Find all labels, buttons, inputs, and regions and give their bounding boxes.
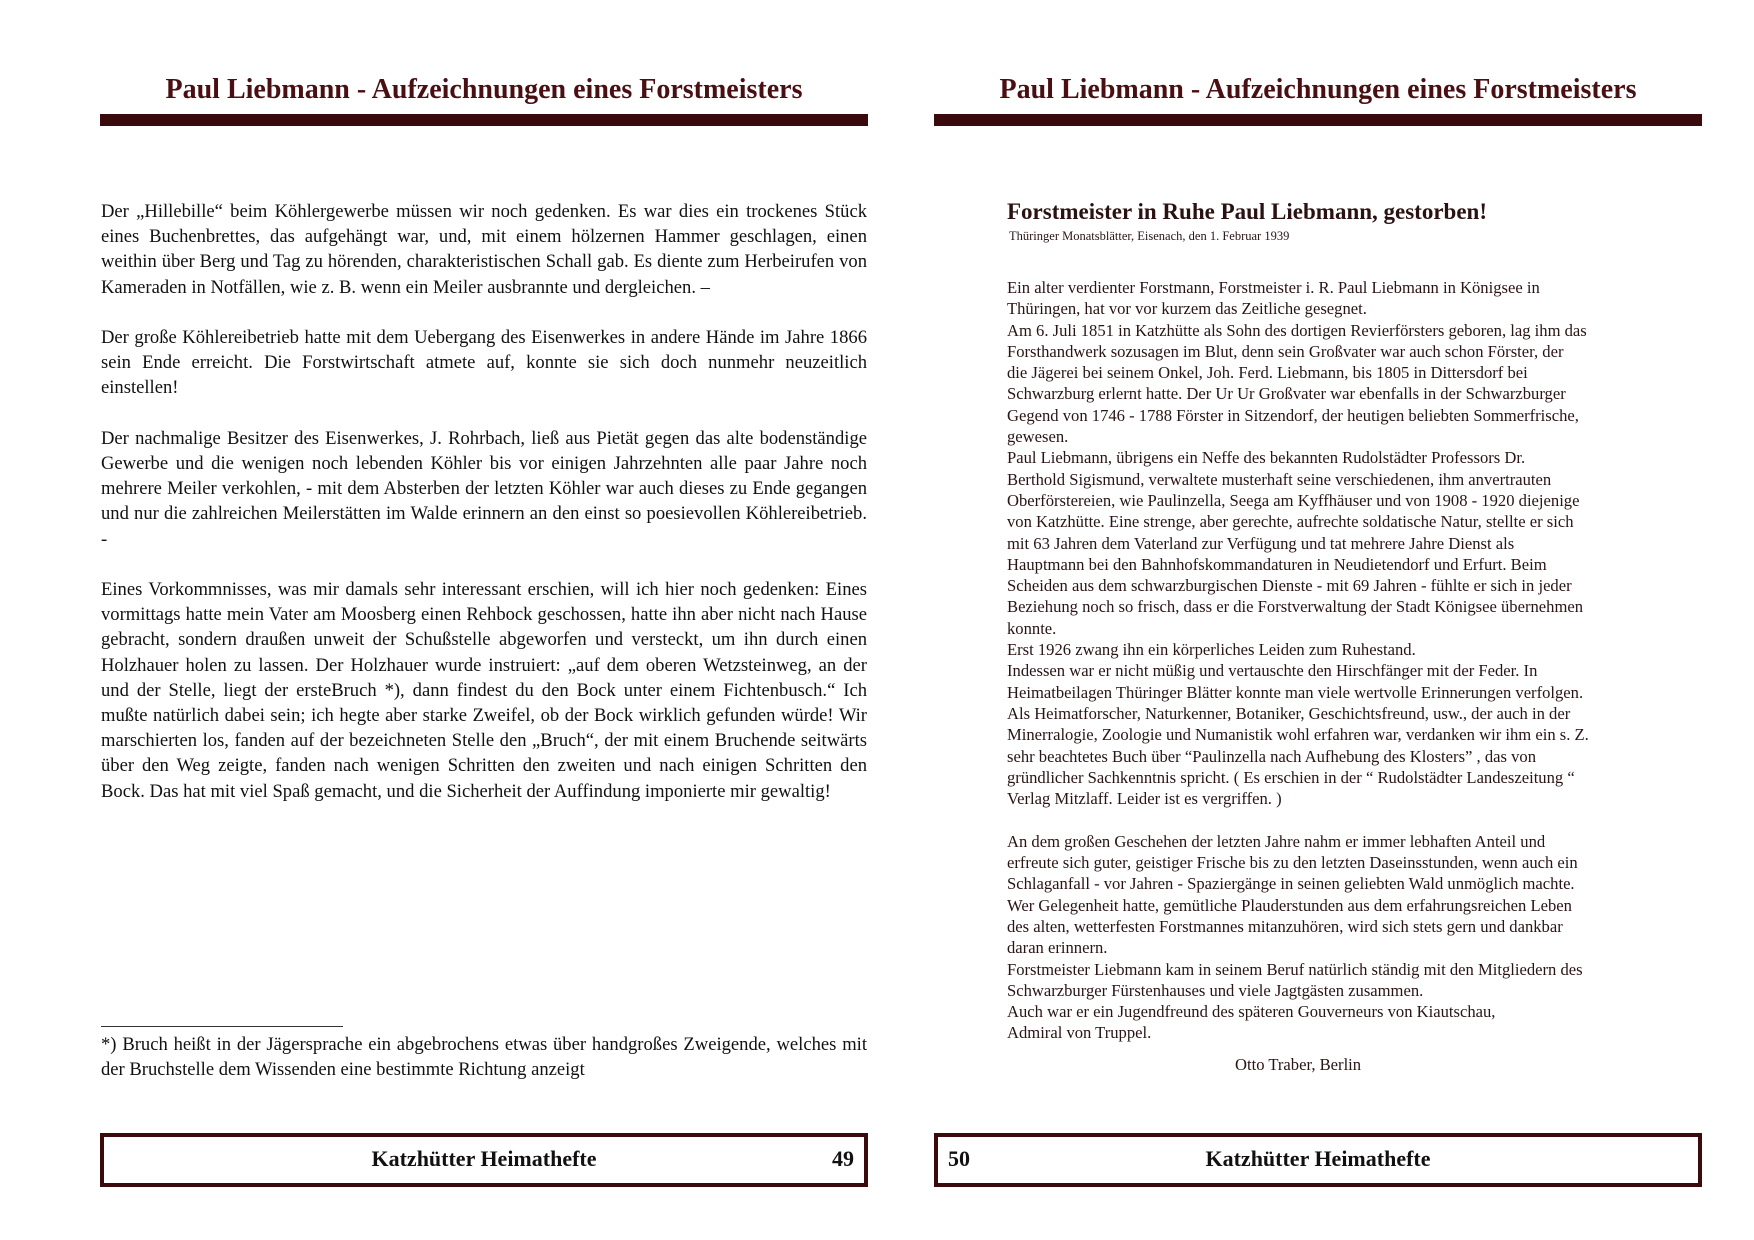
page-header-title: Paul Liebmann - Aufzeichnungen eines Forstmeisters	[999, 74, 1637, 105]
clipping-line: Schlaganfall - vor Jahren - Spaziergänge in seinen geliebten Wald unmöglich machte.	[1007, 874, 1575, 894]
body-text	[101, 199, 867, 829]
clipping-line: Verlag Mitzlaff. Leider ist es vergriffen. )	[1007, 789, 1282, 809]
clipping-line: Paul Liebmann, übrigens ein Neffe des bekannten Rudolstädter Professors Dr.	[1007, 448, 1526, 468]
clipping-line: Hauptmann bei den Bahnhofskommandaturen in Neudietendorf und Erfurt. Beim	[1007, 554, 1547, 574]
clipping-line: Als Heimatforscher, Naturkenner, Botaniker, Geschichtsfreund, usw., der auch in der	[1007, 703, 1571, 723]
page-number: 49	[832, 1146, 854, 1171]
header-rule	[100, 114, 868, 126]
clipping-line: Minerralogie, Zoologie und Numanistik wohl erfahren war, verdanken wir ihm ein s. Z.	[1007, 725, 1589, 745]
footer-title: Katzhütter Heimathefte	[1205, 1146, 1431, 1171]
clipping-line: Schwarzburg erlernt hatte. Der Ur Ur Großvater war ebenfalls in der Schwarzburger	[1007, 384, 1566, 404]
paragraph: Der große Köhlereibetrieb hatte mit dem Uebergang des Eisenwerkes in andere Hände im Jahre 1866 sein Ende erreicht. Die Forstwirtschaft atmete auf, konnte sie sich doch nunmehr neuzeitlich einstellen!	[101, 327, 867, 399]
clipping-line: daran erinnern.	[1007, 938, 1108, 958]
clipping-line: von Katzhütte. Eine strenge, aber gerechte, aufrechte soldatische Natur, stellte er sich	[1007, 512, 1574, 532]
clipping-line: An dem großen Geschehen der letzten Jahre nahm er immer lebhaften Anteil und	[1007, 831, 1546, 851]
clipping-line: des alten, wetterfesten Forstmannes mitanzuhören, wird sich stets gern und dankbar	[1007, 916, 1563, 936]
clipping-line: Thüringen, hat vor vor kurzem das Zeitliche gesegnet.	[1007, 299, 1367, 319]
paragraph: Der „Hillebille“ beim Köhlergewerbe müssen wir noch gedenken. Es war dies ein trockenes Stück eines Buchenbrettes, das aufgehängt war, und, mit einem hölzernen Hammer geschlagen, einen weithin über Berg und Tag zu hörenden, charakteristischen Schall gab. Es diente zum Herbeirufen von Kameraden in Notfällen, wie z. B. wenn ein Meiler ausbrannte und dergleichen. –	[101, 201, 867, 298]
clipping-signature: Otto Traber, Berlin	[1235, 1054, 1362, 1074]
clipping-line: Indessen war er nicht müßig und vertauschte den Hirschfänger mit der Feder. In	[1007, 661, 1538, 681]
paragraph-gap	[1007, 809, 1727, 830]
clipping-line: Forstmeister Liebmann kam in seinem Beruf natürlich ständig mit den Mitgliedern des	[1007, 959, 1583, 979]
clipping-line: die Jägerei bei seinem Onkel, Joh. Ferd. Liebmann, bis 1805 in Dittersdorf bei	[1007, 363, 1528, 383]
clipping-line: Gegend von 1746 - 1788 Förster in Sitzendorf, der heutigen beliebten Sommerfrische,	[1007, 405, 1579, 425]
clipping-headline: Forstmeister in Ruhe Paul Liebmann, gestorben!	[1007, 199, 1488, 224]
page-footer	[934, 1133, 1702, 1187]
clipping-line: gewesen.	[1007, 427, 1069, 447]
clipping-line: mit 63 Jahren dem Vaterland zur Verfügung und tat mehrere Jahre Dienst als	[1007, 533, 1515, 553]
clipping-line: Ein alter verdienter Forstmann, Forstmeister i. R. Paul Liebmann in Königsee in	[1007, 278, 1540, 297]
clipping-line: konnte.	[1007, 618, 1057, 638]
clipping-line: erfreute sich guter, geistiger Frische bis zu den letzten Daseinsstunden, wenn auch ein	[1007, 853, 1578, 873]
footnote-divider	[101, 1026, 343, 1027]
page-number: 50	[948, 1146, 970, 1171]
right-page	[877, 0, 1754, 1240]
clipping-body	[1007, 277, 1727, 1044]
clipping-line: sehr beachtetes Buch über “Paulinzella nach Aufhebung des Klosters” , das von	[1007, 746, 1536, 766]
clipping-line: Oberförstereien, wie Paulinzella, Seega am Kyffhäuser und von 1908 - 1920 diejenige	[1007, 490, 1580, 510]
clipping-line: Heimatbeilagen Thüringer Blätter konnte man viele wertvolle Erinnerungen verfolgen.	[1007, 682, 1584, 702]
clipping-line: Wer Gelegenheit hatte, gemütliche Plauderstunden aus dem erfahrungsreichen Leben	[1007, 895, 1572, 915]
clipping-line: Berthold Sigismund, verwaltete musterhaft seine verschiedenen, ihm anvertrauten	[1007, 469, 1552, 489]
clipping-line: Forsthandwerk sozusagen im Blut, denn sein Großvater war auch schon Förster, der	[1007, 341, 1564, 361]
page-header-title: Paul Liebmann - Aufzeichnungen eines Forstmeisters	[165, 74, 803, 105]
clipping-line: Admiral von Truppel.	[1007, 1023, 1152, 1043]
clipping-line: Auch war er ein Jugendfreund des späteren Gouverneurs von Kiautschau,	[1007, 1002, 1496, 1022]
clipping-line: gründlicher Sachkenntnis spricht. ( Es erschien in der “ Rudolstädter Landeszeitung “	[1007, 767, 1575, 787]
clipping-line: Scheiden aus dem schwarzburgischen Dienste - mit 69 Jahren - fühlte er sich in jeder	[1007, 576, 1572, 596]
newspaper-clipping	[1007, 198, 1727, 1075]
header-rule	[934, 114, 1702, 126]
clipping-line: Am 6. Juli 1851 in Katzhütte als Sohn des dortigen Revierförsters geboren, lag ihm das	[1007, 320, 1587, 340]
paragraph: Eines Vorkommnisses, was mir damals sehr interessant erschien, will ich hier noch gedenken: Eines vormittags hatte mein Vater am Moosberg einen Rehbock geschossen, hatte ihn aber nicht nach Hause gebracht, sondern draußen unweit der Schußstelle abgeworfen und versteckt, um ihn durch einen Holzhauer holen zu lassen. Der Holzhauer wurde instruiert: „auf dem oberen Wetzsteinweg, an der und der Stelle, liegt der ersteBruch *), dann findest du den Bock unter einem Fichtenbusch.“ Ich mußte natürlich dabei sein; ich hegte aber starke Zweifel, ob der Bock wirklich gefunden würde! Wir marschierten los, fanden auf der bezeichneten Stelle den „Bruch“, der mit einem Bruchende seitwärts über den Weg zeigte, fanden nach wenigen Schritten den zweiten und nach einigen Schritten den Bock. Das hat mit viel Spaß gemacht, und die Sicherheit der Auffindung imponierte mir gewaltig!	[101, 579, 867, 802]
clipping-line: Erst 1926 zwang ihn ein körperliches Leiden zum Ruhestand.	[1007, 640, 1416, 660]
footer-title: Katzhütter Heimathefte	[371, 1146, 597, 1171]
clipping-line: Schwarzburger Fürstenhauses und viele Jagtgästen zusammen.	[1007, 980, 1424, 1000]
footnote: *) Bruch heißt in der Jägersprache ein abgebrochens etwas über handgroßes Zweigende, welches mit der Bruchstelle dem Wissenden eine bestimmte Richtung anzeigt	[101, 1034, 867, 1080]
paragraph: Der nachmalige Besitzer des Eisenwerkes, J. Rohrbach, ließ aus Pietät gegen das alte bodenständige Gewerbe und die wenigen noch lebenden Köhler bis vor einigen Jahrzehnten alle paar Jahre noch mehrere Meiler verkohlen, - mit dem Absterben der letzten Köhler war auch dieses zu Ende gegangen und nur die zahlreichen Meilerstätten im Walde erinnern an den einst so poesievollen Köhlereibetrieb. -	[101, 427, 867, 550]
clipping-source: Thüringer Monatsblätter, Eisenach, den 1. Februar 1939	[1009, 229, 1290, 243]
clipping-line: Beziehung noch so frisch, dass er die Forstverwaltung der Stadt Königsee übernehmen	[1007, 597, 1584, 617]
page-footer	[100, 1133, 868, 1187]
